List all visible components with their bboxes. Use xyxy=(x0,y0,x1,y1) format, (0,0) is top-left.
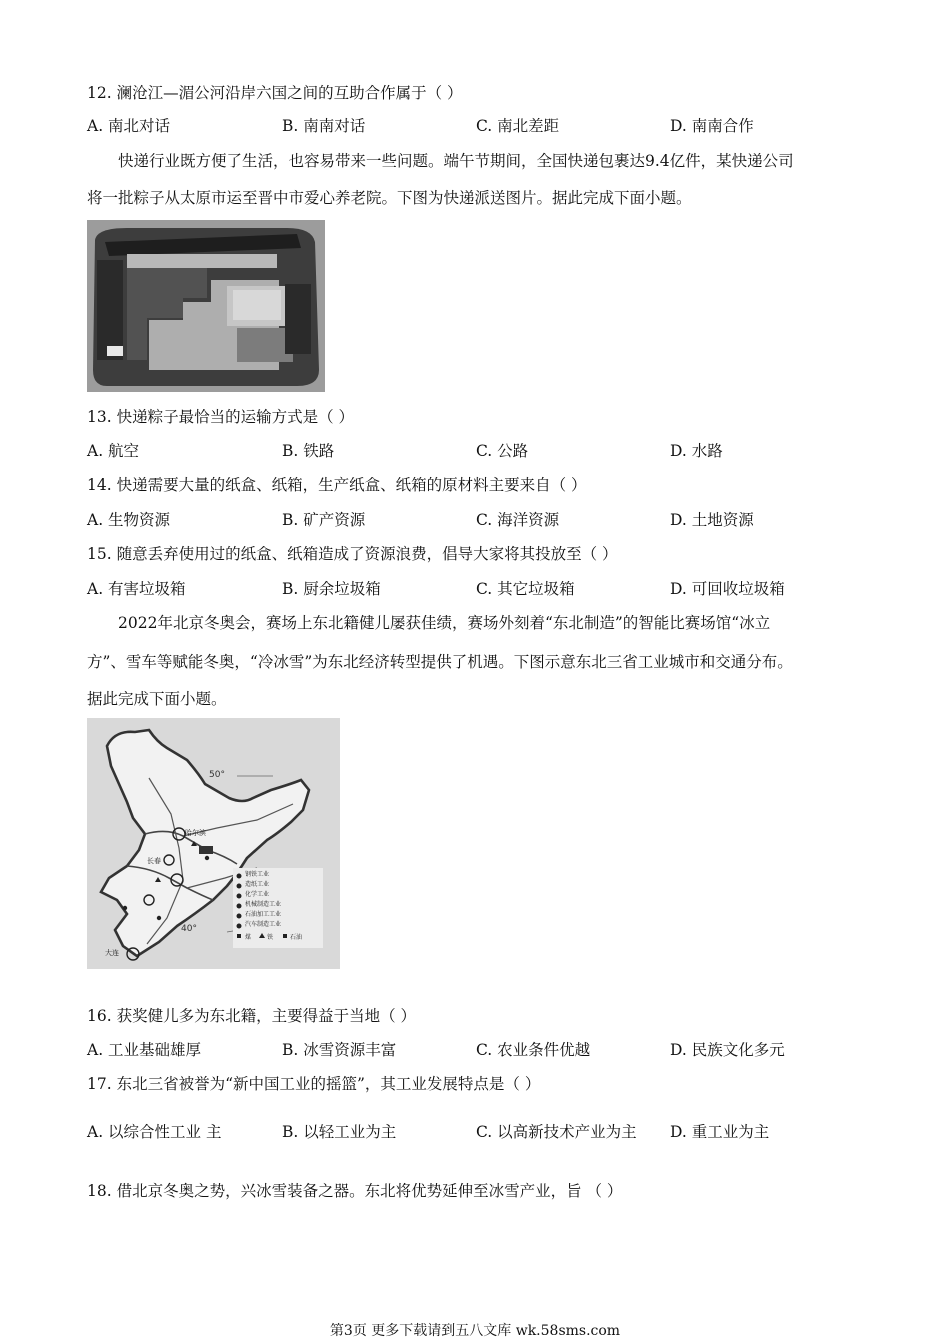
option-d: D. 土地资源 xyxy=(670,511,754,529)
legend-coal: 煤 xyxy=(245,934,252,941)
question-18-stem: 18. 借北京冬奥之势，兴冰雪装备之器。东北将优势延伸至冰雪产业，旨 （ ） xyxy=(87,1182,623,1200)
option-b: B. 厨余垃圾箱 xyxy=(282,580,381,598)
question-14-stem: 14. 快递需要大量的纸盒、纸箱，生产纸盒、纸箱的原材料主要来自（ ） xyxy=(87,476,587,494)
map-city-harbin: 哈尔滨 xyxy=(185,829,206,837)
legend-item: 造纸工业 xyxy=(245,881,270,888)
question-15-options xyxy=(87,578,867,600)
option-d: D. 重工业为主 xyxy=(670,1123,770,1141)
map-city-changchun: 长春 xyxy=(147,857,161,865)
legend-item: 汽车制造工业 xyxy=(245,921,282,928)
option-c: C. 海洋资源 xyxy=(476,511,560,529)
question-13-options xyxy=(87,440,867,462)
legend-oil: 石油 xyxy=(290,934,303,941)
legend-iron: 铁 xyxy=(267,934,274,941)
option-d: D. 民族文化多元 xyxy=(670,1041,785,1059)
passage-2-line-2: 方”、雪车等赋能冬奥，“冷冰雪”为东北经济转型提供了机遇。下图示意东北三省工业城市和交通分布。 xyxy=(87,653,793,671)
option-a: A. 南北对话 xyxy=(87,117,171,135)
option-d: D. 水路 xyxy=(670,442,723,460)
option-d: D. 南南合作 xyxy=(670,117,754,135)
question-13-stem: 13. 快递粽子最恰当的运输方式是（ ） xyxy=(87,408,355,426)
map-lat-50-label: 50° xyxy=(209,770,225,780)
page-footer: 第3页 更多下载请到五八文库 wk.58sms.com xyxy=(329,1323,621,1339)
option-a: A. 以综合性工业 主 xyxy=(87,1123,222,1141)
option-c: C. 以高新技术产业为主 xyxy=(476,1123,637,1141)
legend-item: 石油加工工业 xyxy=(245,911,282,918)
option-b: B. 矿产资源 xyxy=(282,511,366,529)
option-c: C. 农业条件优越 xyxy=(476,1041,591,1059)
option-b: B. 冰雪资源丰富 xyxy=(282,1041,397,1059)
passage-1-line-2: 将一批粽子从太原市运至晋中市爱心养老院。下图为快递派送图片。据此完成下面小题。 xyxy=(87,189,692,207)
option-d: D. 可回收垃圾箱 xyxy=(670,580,785,598)
option-c: C. 公路 xyxy=(476,442,529,460)
delivery-photo xyxy=(87,220,325,392)
option-c: C. 南北差距 xyxy=(476,117,560,135)
question-14-options xyxy=(87,509,867,531)
option-a: A. 工业基础雄厚 xyxy=(87,1041,202,1059)
option-a: A. 有害垃圾箱 xyxy=(87,580,186,598)
question-16-stem: 16. 获奖健儿多为东北籍，主要得益于当地（ ） xyxy=(87,1007,417,1025)
question-12-stem: 12. 澜沧江—湄公河沿岸六国之间的互助合作属于（ ） xyxy=(87,84,463,102)
legend-item: 钢铁工业 xyxy=(245,871,270,878)
option-b: B. 以轻工业为主 xyxy=(282,1123,397,1141)
passage-2-line-3: 据此完成下面小题。 xyxy=(87,690,227,708)
passage-2-line-1: 2022年北京冬奥会，赛场上东北籍健儿屡获佳绩，赛场外刻着“东北制造”的智能比赛场馆“冰立 xyxy=(118,614,771,632)
option-b: B. 铁路 xyxy=(282,442,335,460)
question-17-stem: 17. 东北三省被誉为“新中国工业的摇篮”，其工业发展特点是（ ） xyxy=(87,1075,541,1093)
question-12-options xyxy=(87,115,867,137)
map-legend xyxy=(245,870,281,930)
legend-item: 机械制造工业 xyxy=(245,901,282,908)
option-b: B. 南南对话 xyxy=(282,117,366,135)
passage-1-line-1: 快递行业既方便了生活，也容易带来一些问题。端午节期间，全国快递包裹达9.4亿件，某快递公司 xyxy=(118,152,794,170)
delivery-van-illustration xyxy=(87,220,325,392)
option-a: A. 航空 xyxy=(87,442,140,460)
northeast-industry-map xyxy=(87,718,340,969)
option-a: A. 生物资源 xyxy=(87,511,171,529)
legend-item: 化学工业 xyxy=(245,891,270,898)
map-city-dalian: 大连 xyxy=(105,949,119,957)
map-lat-40-label: 40° xyxy=(181,924,197,934)
option-c: C. 其它垃圾箱 xyxy=(476,580,575,598)
question-15-stem: 15. 随意丢弃使用过的纸盒、纸箱造成了资源浪费，倡导大家将其投放至（ ） xyxy=(87,545,618,563)
question-17-options xyxy=(87,1121,867,1143)
question-16-options xyxy=(87,1039,867,1061)
northeast-map-illustration xyxy=(87,718,340,969)
